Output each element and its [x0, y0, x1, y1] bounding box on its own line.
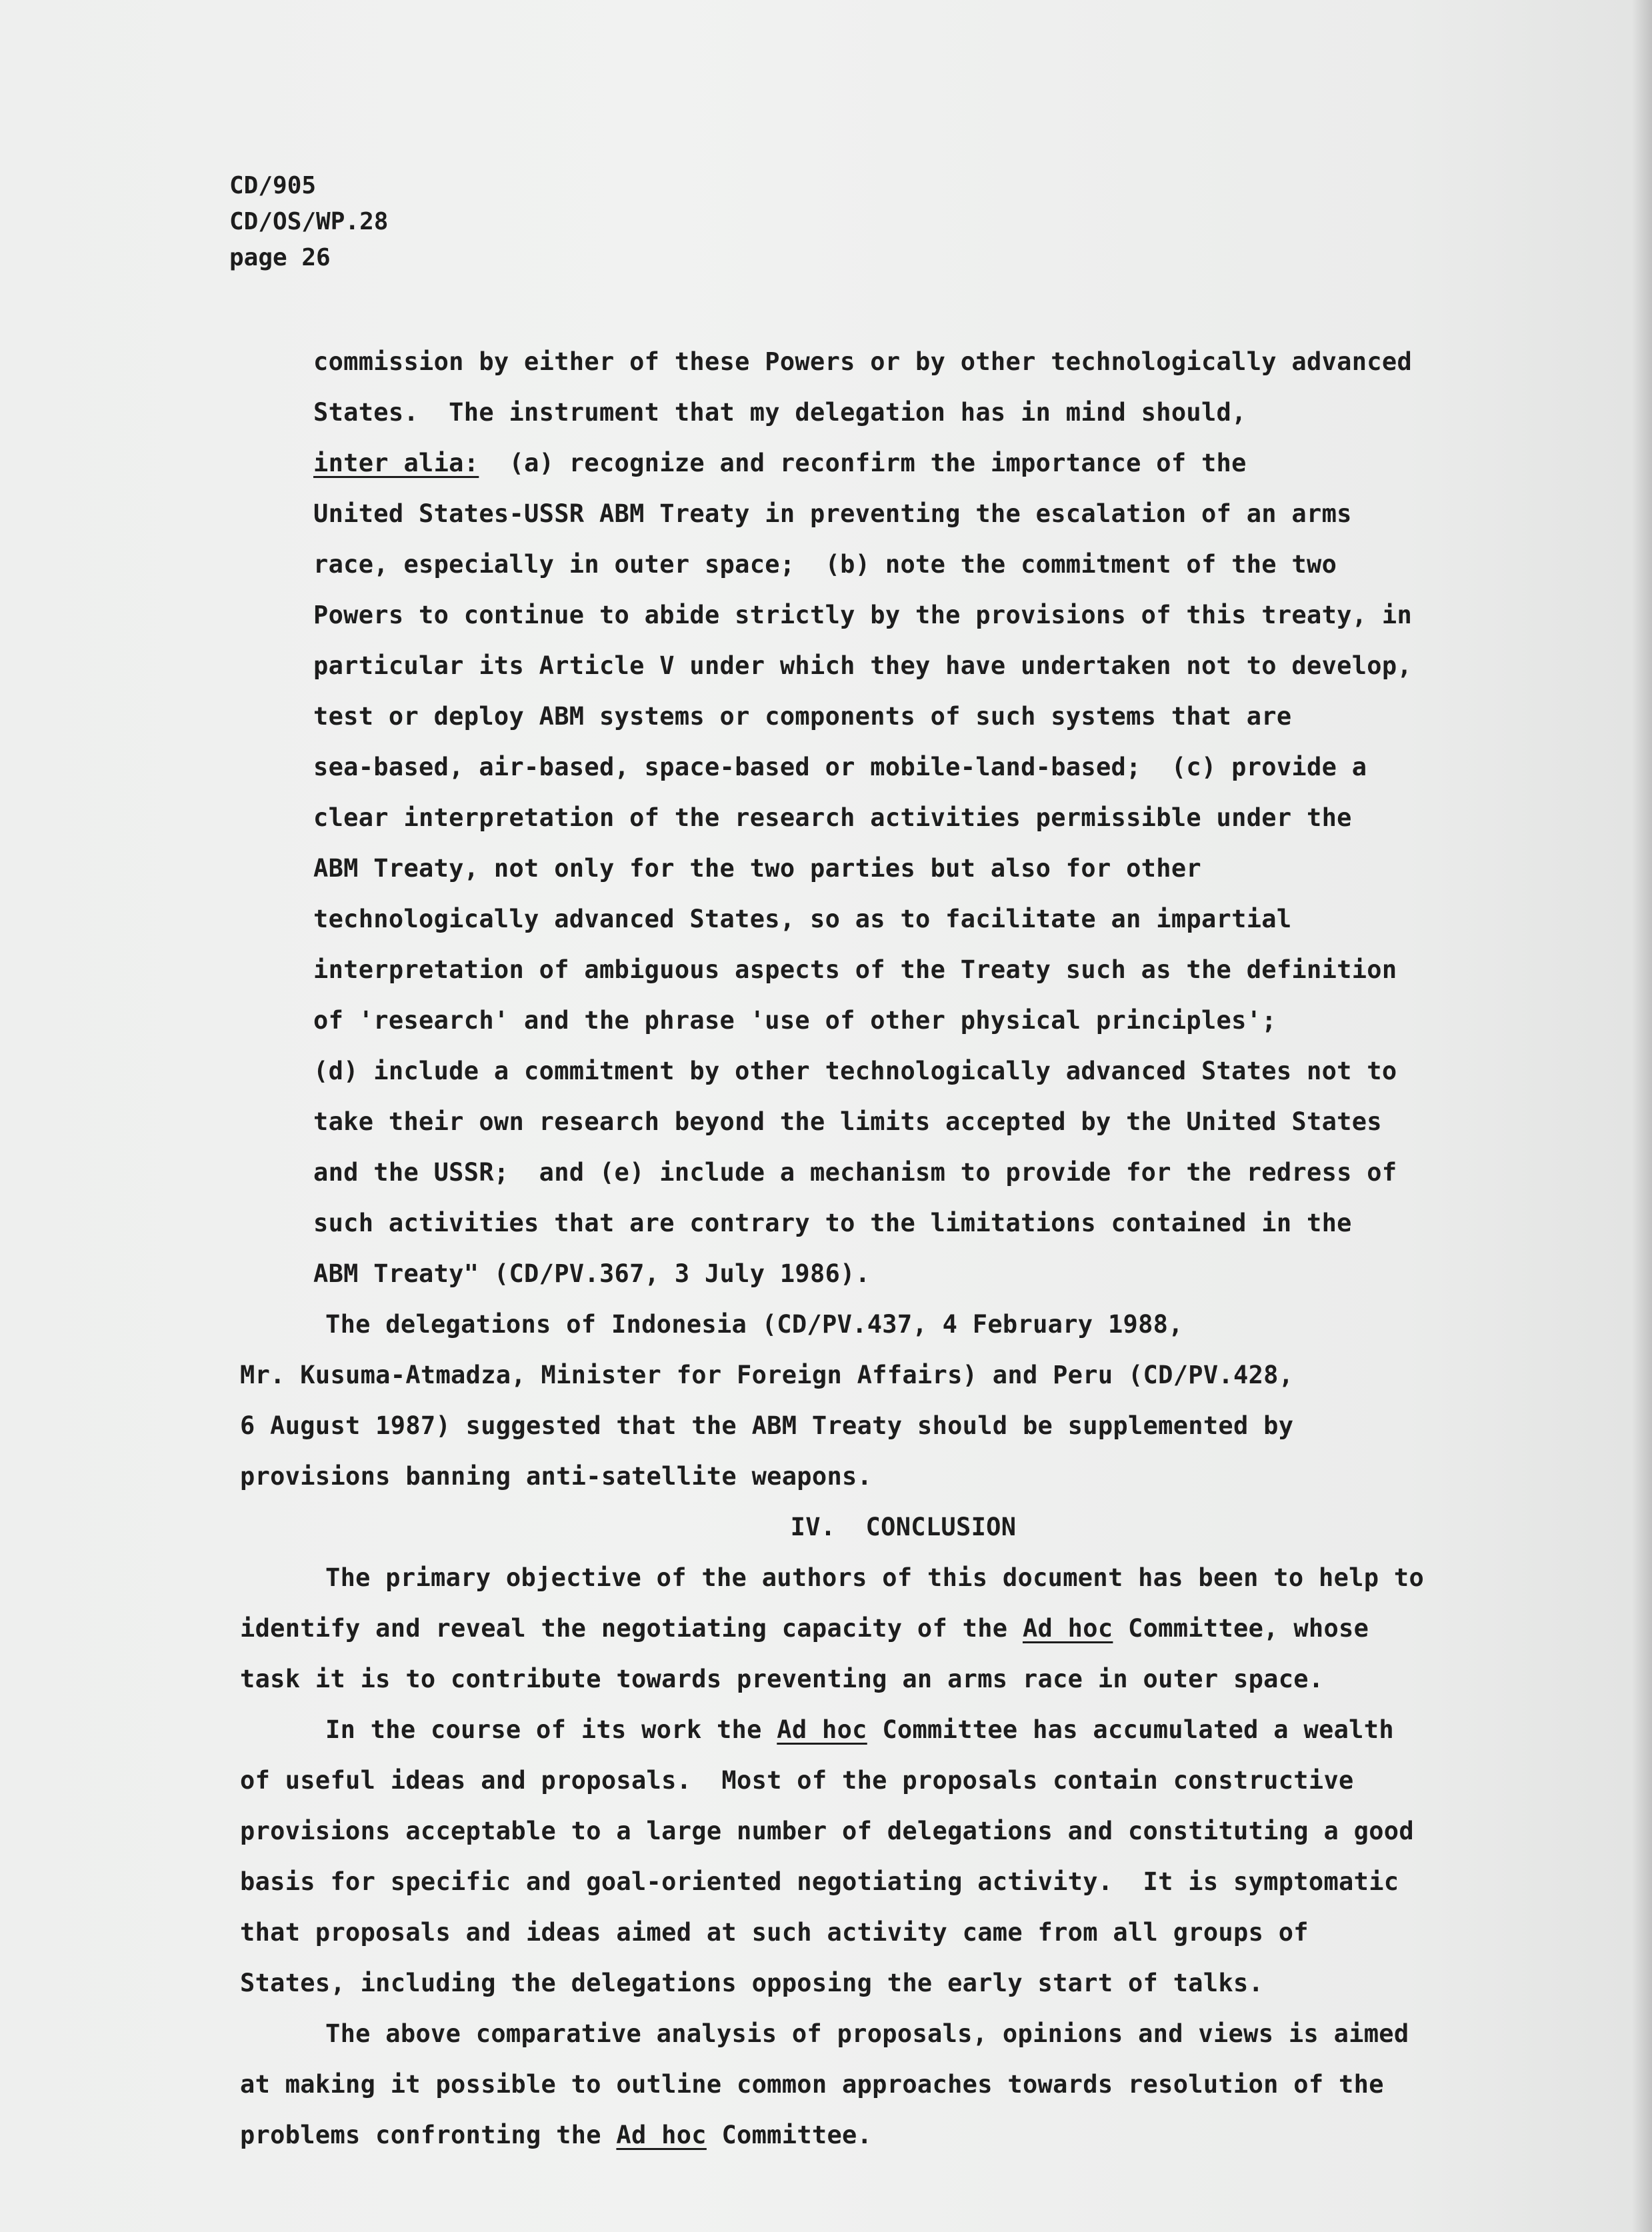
line-text: States, including the delegations opposing the early start of talks.: [240, 1969, 1264, 1997]
line-text: ABM Treaty" (CD/PV.367, 3 July 1986).: [313, 1259, 871, 1288]
line-text: Committee has accumulated a wealth: [867, 1715, 1394, 1744]
paragraph-course: [240, 1705, 1567, 2009]
document-header: [229, 168, 388, 276]
line-text: task it is to contribute towards preventing an arms race in outer space.: [240, 1665, 1324, 1693]
text-line: [240, 387, 1567, 438]
text-line: [240, 641, 1567, 691]
text-line: [240, 1097, 1567, 1147]
text-line: [240, 337, 1567, 387]
quoted-statement: [240, 337, 1567, 1299]
line-text: Committee.: [706, 2121, 873, 2149]
line-text: test or deploy ABM systems or components of such systems that are: [313, 702, 1292, 731]
text-line: [240, 1046, 1567, 1097]
line-text: ABM Treaty, not only for the two parties but also for other: [313, 854, 1201, 883]
text-line: 6 August 1987) suggested that the ABM Treaty should be supplemented by: [240, 1411, 1294, 1440]
text-line: [240, 1553, 1567, 1603]
line-text: basis for specific and goal-oriented negotiating activity. It is symptomatic: [240, 1867, 1399, 1896]
line-text: The primary objective of the authors of this document has been to help to: [325, 1563, 1425, 1592]
text-line: [240, 1603, 1567, 1654]
line-text: race, especially in outer space; (b) note the commitment of the two: [313, 550, 1337, 579]
text-line: [240, 793, 1567, 843]
underlined-term: Ad hoc: [616, 2121, 707, 2149]
paragraph-analysis: [240, 2009, 1567, 2161]
text-line: [240, 691, 1567, 742]
text-line: [240, 945, 1567, 995]
text-line: [240, 894, 1567, 945]
line-text: take their own research beyond the limits accepted by the United States: [313, 1107, 1382, 1136]
line-text: States. The instrument that my delegation has in mind should,: [313, 398, 1247, 427]
text-line: [240, 742, 1567, 793]
text-line: [240, 1654, 1567, 1705]
line-text: Committee, whose: [1113, 1614, 1369, 1643]
paragraph-objective: [240, 1553, 1567, 1705]
text-line: [240, 1958, 1567, 2009]
page-edge-shadow: [1632, 0, 1652, 2232]
line-text: (a) recognize and reconfirm the importance of the: [479, 449, 1247, 477]
line-text: of useful ideas and proposals. Most of the proposals contain constructive: [240, 1766, 1354, 1795]
underlined-term: Ad hoc: [1022, 1614, 1113, 1643]
line-text: identify and reveal the negotiating capacity of the: [240, 1614, 1023, 1643]
line-text: particular its Article V under which they have undertaken not to develop,: [313, 651, 1413, 680]
text-line: provisions banning anti-satellite weapons.: [240, 1462, 873, 1491]
text-line: [240, 438, 1567, 489]
line-text: United States-USSR ABM Treaty in preventing the escalation of an arms: [313, 499, 1352, 528]
line-text: and the USSR; and (e) include a mechanism to provide for the redress of: [313, 1158, 1397, 1187]
wp-code: CD/OS/WP.28: [229, 208, 389, 235]
line-text: In the course of its work the: [325, 1715, 777, 1744]
line-text: commission by either of these Powers or by other technologically advanced: [313, 347, 1413, 376]
underlined-term: Ad hoc: [777, 1715, 867, 1744]
text-line: [240, 1755, 1567, 1806]
line-text: (d) include a commitment by other technologically advanced States not to: [313, 1057, 1397, 1085]
text-line: [240, 1907, 1567, 1958]
text-line: [240, 2059, 1567, 2110]
text-line: [240, 995, 1567, 1046]
line-text: sea-based, air-based, space-based or mobile-land-based; (c) provide a: [313, 753, 1367, 781]
text-line: [240, 1857, 1567, 1907]
doc-code: CD/905: [229, 172, 317, 199]
line-text: such activities that are contrary to the limitations contained in the: [313, 1209, 1352, 1237]
text-line: [240, 489, 1567, 539]
text-line: [240, 590, 1567, 641]
text-line: [240, 1705, 1567, 1755]
document-body: [240, 337, 1567, 2161]
line-text: provisions acceptable to a large number of delegations and constituting a good: [240, 1817, 1414, 1845]
underlined-term: inter alia:: [313, 449, 479, 477]
text-line: [240, 1147, 1567, 1198]
text-line: Mr. Kusuma-Atmadza, Minister for Foreign Affairs) and Peru (CD/PV.428,: [240, 1361, 1294, 1389]
line-text: clear interpretation of the research activities permissible under the: [313, 803, 1352, 832]
line-text: interpretation of ambiguous aspects of the Treaty such as the definition: [313, 955, 1397, 984]
line-text: at making it possible to outline common approaches towards resolution of the: [240, 2070, 1384, 2099]
text-line: [240, 1198, 1567, 1249]
text-line: [240, 2110, 1567, 2161]
text-line: [240, 539, 1567, 590]
line-text: technologically advanced States, so as to facilitate an impartial: [313, 905, 1292, 933]
line-text: that proposals and ideas aimed at such activity came from all groups of: [240, 1918, 1309, 1947]
line-text: problems confronting the: [240, 2121, 617, 2149]
line-text: Powers to continue to abide strictly by the provisions of this treaty, in: [313, 601, 1413, 629]
paragraph-delegations: [240, 1299, 1567, 1502]
text-line: [240, 2009, 1567, 2059]
text-line: [240, 1806, 1567, 1857]
line-text: The above comparative analysis of proposals, opinions and views is aimed: [325, 2019, 1409, 2048]
text-line: [240, 843, 1567, 894]
line-text: of 'research' and the phrase 'use of other physical principles';: [313, 1006, 1277, 1035]
text-line: The delegations of Indonesia (CD/PV.437, 4 February 1988,: [325, 1310, 1183, 1339]
section-heading: IV. CONCLUSION: [790, 1513, 1017, 1541]
page-number: page 26: [229, 244, 331, 271]
text-line: [240, 1249, 1567, 1299]
